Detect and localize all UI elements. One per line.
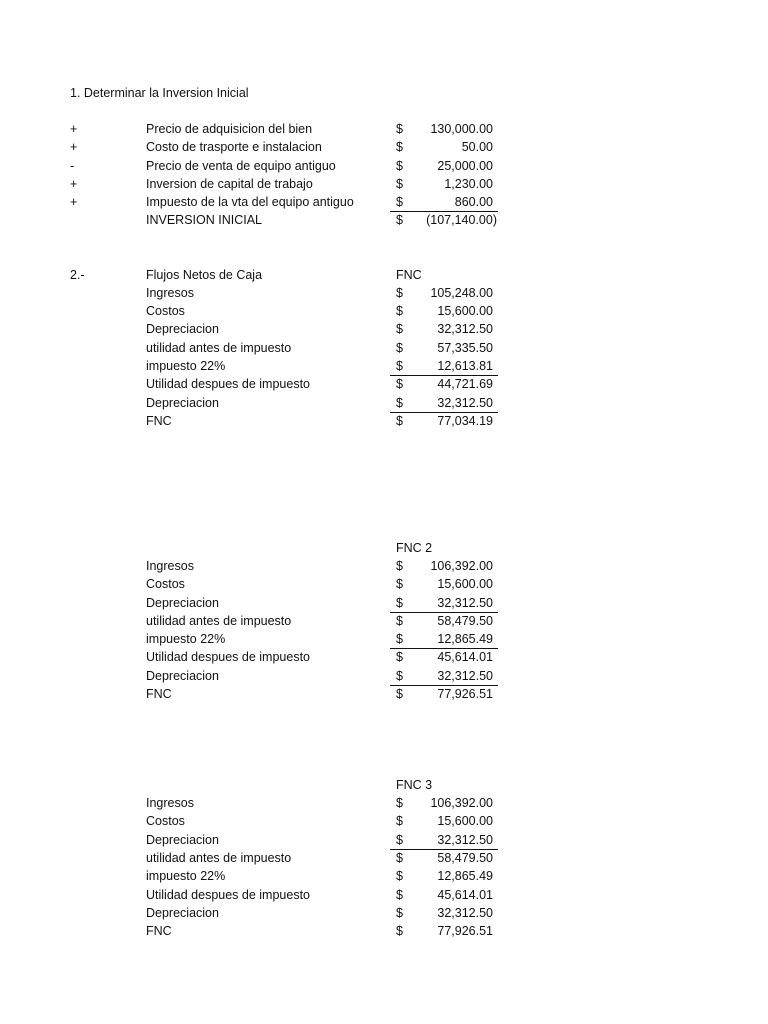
row-value: 58,479.50 [437,851,493,865]
row-label: utilidad antes de impuesto [146,851,292,865]
fnc3-row [0,886,768,904]
row-label: Costos [146,304,185,318]
row-label: impuesto 22% [146,869,226,883]
row-value: 32,312.50 [437,322,493,336]
row-value: 1,230.00 [444,177,493,191]
fnc1-row [0,375,768,393]
currency-symbol: $ [396,650,403,664]
row-label: Utilidad despues de impuesto [146,888,310,902]
currency-symbol: $ [396,796,403,810]
row-value: 32,312.50 [437,833,493,847]
row-value: 50.00 [461,140,493,154]
row-value: 106,392.00 [430,559,493,573]
row-value: 32,312.50 [437,596,493,610]
currency-symbol: $ [396,177,403,191]
row-label: Costos [146,577,185,591]
currency-symbol: $ [396,614,403,628]
currency-symbol: $ [396,632,403,646]
currency-symbol: $ [396,322,403,336]
total-value: (107,140.00) [426,213,497,227]
currency-symbol: $ [396,159,403,173]
fnc2-row [0,667,768,685]
row-value: 15,600.00 [437,577,493,591]
currency-symbol: $ [396,377,403,391]
currency-symbol: $ [396,833,403,847]
row-value: 77,926.51 [437,687,493,701]
row-value: 58,479.50 [437,614,493,628]
inversion-total-row [0,211,768,229]
row-label: Costos [146,814,185,828]
fnc1-row [0,302,768,320]
currency-symbol: $ [396,341,403,355]
row-sign: + [70,177,78,191]
row-value: 32,312.50 [437,396,493,410]
row-value: 32,312.50 [437,906,493,920]
inversion-row [0,120,768,138]
row-sign: + [70,140,78,154]
currency-symbol: $ [396,906,403,920]
fnc3-row [0,794,768,812]
row-label: Depreciacion [146,396,219,410]
row-label: Depreciacion [146,906,219,920]
fnc2-header-row [0,539,768,557]
row-label: utilidad antes de impuesto [146,614,292,628]
row-label: Precio de venta de equipo antiguo [146,159,336,173]
row-value: 12,865.49 [437,869,493,883]
section-number: 2.- [70,268,85,282]
row-sign: - [70,159,75,173]
row-label: utilidad antes de impuesto [146,341,292,355]
row-value: 15,600.00 [437,304,493,318]
fnc3-row [0,904,768,922]
currency-symbol: $ [396,559,403,573]
fnc2-row [0,557,768,575]
row-label: FNC [146,924,172,938]
row-value: 44,721.69 [437,377,493,391]
row-label: Depreciacion [146,596,219,610]
row-value: 15,600.00 [437,814,493,828]
inversion-row [0,175,768,193]
inversion-row [0,138,768,156]
currency-symbol: $ [396,213,403,227]
row-value: 130,000.00 [430,122,493,136]
total-label: INVERSION INICIAL [146,213,262,227]
fnc2-row [0,612,768,630]
fnc1-row [0,320,768,338]
currency-symbol: $ [396,359,403,373]
currency-symbol: $ [396,140,403,154]
currency-symbol: $ [396,122,403,136]
row-value: 25,000.00 [437,159,493,173]
row-label: Precio de adquisicion del bien [146,122,313,136]
currency-symbol: $ [396,869,403,883]
row-label: Depreciacion [146,833,219,847]
row-label: FNC [146,687,172,701]
row-value: 45,614.01 [437,650,493,664]
fnc3-row [0,812,768,830]
row-label: Costo de trasporte e instalacion [146,140,322,154]
row-value: 77,926.51 [437,924,493,938]
fnc3-total-row [0,922,768,940]
row-value: 57,335.50 [437,341,493,355]
currency-symbol: $ [396,687,403,701]
currency-symbol: $ [396,286,403,300]
fnc2-row [0,575,768,593]
section-title: Flujos Netos de Caja [146,268,263,282]
row-label: Ingresos [146,286,194,300]
currency-symbol: $ [396,888,403,902]
fnc1-row [0,284,768,302]
inversion-row [0,193,768,211]
fnc3-header-row [0,776,768,794]
fnc3-row [0,831,768,849]
row-label: Inversion de capital de trabajo [146,177,313,191]
fnc3-row [0,849,768,867]
fnc1-row [0,339,768,357]
row-label: Utilidad despues de impuesto [146,650,310,664]
currency-symbol: $ [396,195,403,209]
inversion-title: 1. Determinar la Inversion Inicial [70,86,249,100]
row-label: impuesto 22% [146,359,226,373]
currency-symbol: $ [396,814,403,828]
row-value: 12,865.49 [437,632,493,646]
currency-symbol: $ [396,669,403,683]
fnc2-total-row [0,685,768,703]
fnc2-header: FNC 2 [396,541,433,555]
fnc1-header-row [0,266,768,284]
fnc1-header: FNC [396,268,422,282]
fnc2-row [0,594,768,612]
currency-symbol: $ [396,924,403,938]
row-value: 77,034.19 [437,414,493,428]
currency-symbol: $ [396,596,403,610]
row-label: Impuesto de la vta del equipo antiguo [146,195,354,209]
row-value: 105,248.00 [430,286,493,300]
inversion-row [0,157,768,175]
currency-symbol: $ [396,577,403,591]
row-label: Utilidad despues de impuesto [146,377,310,391]
fnc3-header: FNC 3 [396,778,433,792]
fnc2-row [0,630,768,648]
row-label: impuesto 22% [146,632,226,646]
row-label: Ingresos [146,559,194,573]
currency-symbol: $ [396,851,403,865]
row-sign: + [70,122,78,136]
row-label: FNC [146,414,172,428]
currency-symbol: $ [396,304,403,318]
row-value: 860.00 [454,195,493,209]
row-sign: + [70,195,78,209]
fnc1-row [0,357,768,375]
row-label: Depreciacion [146,669,219,683]
row-value: 32,312.50 [437,669,493,683]
fnc1-row [0,394,768,412]
fnc3-row [0,867,768,885]
inversion-title-row [0,84,768,102]
currency-symbol: $ [396,396,403,410]
row-label: Depreciacion [146,322,219,336]
fnc2-row [0,648,768,666]
row-value: 106,392.00 [430,796,493,810]
row-value: 12,613.81 [437,359,493,373]
row-value: 45,614.01 [437,888,493,902]
fnc1-total-row [0,412,768,430]
row-label: Ingresos [146,796,194,810]
currency-symbol: $ [396,414,403,428]
